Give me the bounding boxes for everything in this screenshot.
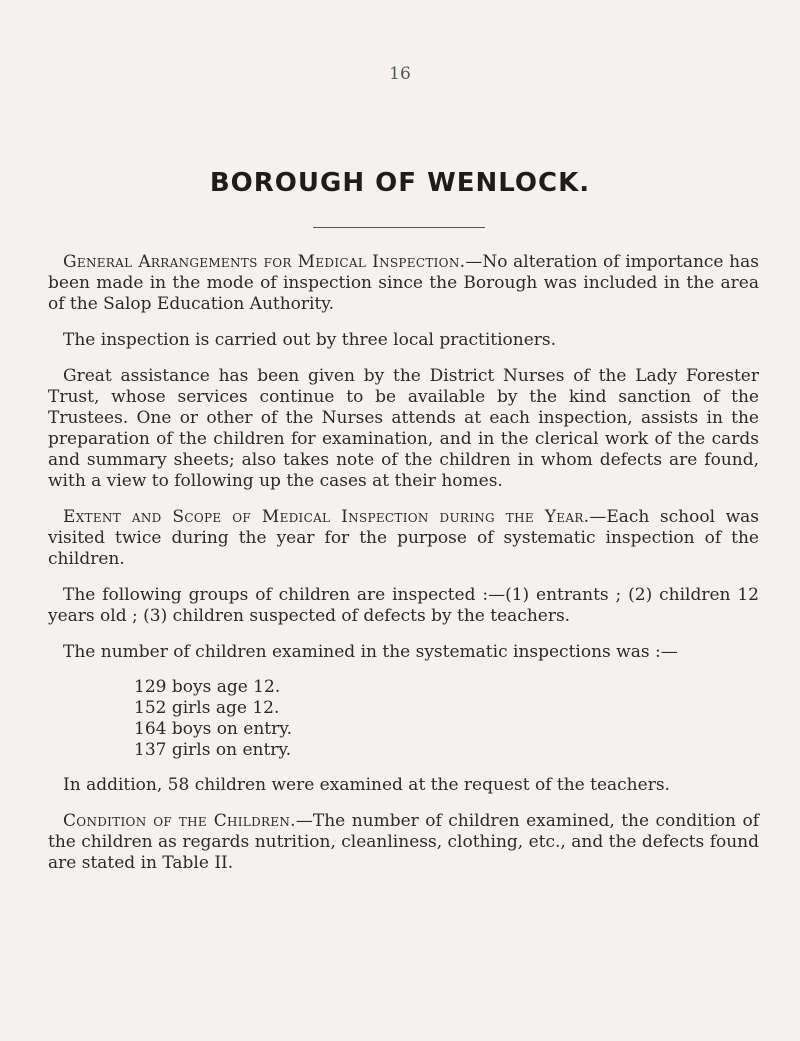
extent-scope-paragraph <box>48 507 759 570</box>
list-item: 152 girls age 12. <box>134 698 280 718</box>
general-arrangements-heading: General Arrangements for Medical Inspection. <box>63 252 466 272</box>
general-arrangements-paragraph <box>48 252 759 315</box>
condition-heading: Condition of the Children. <box>63 811 296 831</box>
list-item: 129 boys age 12. <box>134 677 281 697</box>
page-title: BOROUGH OF WENLOCK. <box>209 168 591 198</box>
practitioners-paragraph: The inspection is carried out by three local practitioners. <box>63 330 557 350</box>
extent-scope-text: —Each school was visited twice during the year for the purpose of systematic inspection of the children. <box>48 507 759 569</box>
number-intro-paragraph: The number of children examined in the systematic inspections was :— <box>63 642 678 662</box>
children-count-list <box>134 677 759 761</box>
page-number: 16 <box>389 64 411 84</box>
title-divider <box>313 227 485 228</box>
list-item: 164 boys on entry. <box>134 719 293 739</box>
condition-paragraph <box>48 811 759 874</box>
extent-scope-heading: Extent and Scope of Medical Inspection during the Year. <box>63 507 590 527</box>
general-arrangements-text: —No alteration of importance has been made in the mode of inspection since the Borough was included in the area of the Salop Education Authority. <box>48 252 759 314</box>
list-item: 137 girls on entry. <box>134 740 292 760</box>
nurses-paragraph: Great assistance has been given by the District Nurses of the Lady Forester Trust, whose services continue to be available by the kind sanction of the Trustees. One or other of the Nurses attends at each inspection, assists in the preparation of the children for examination, and in the clerical work of the cards and summary sheets; also takes note of the children in whom defects are found, with a view to following up the cases at their homes. <box>48 366 759 491</box>
condition-text: —The number of children examined, the condition of the children as regards nutrition, cleanliness, clothing, etc., and the defects found are stated in Table II. <box>48 811 759 873</box>
addition-paragraph: In addition, 58 children were examined at the request of the teachers. <box>63 775 670 795</box>
groups-paragraph: The following groups of children are inspected :—(1) entrants ; (2) children 12 years old ; (3) children suspected of defects by the teachers. <box>48 585 759 626</box>
document-body <box>48 252 759 874</box>
